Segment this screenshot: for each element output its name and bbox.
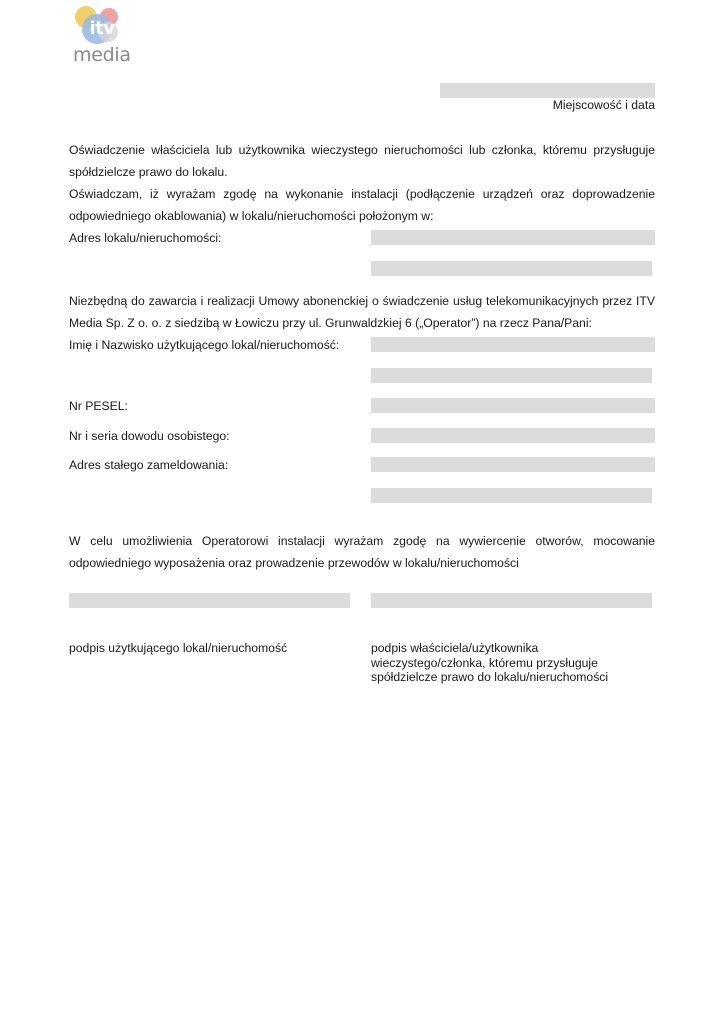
residence-label: Adres stałego zameldowania:: [69, 458, 229, 472]
name-field-2[interactable]: [371, 368, 652, 383]
residence-field-1[interactable]: [371, 457, 655, 472]
name-field-1[interactable]: [371, 337, 655, 352]
residence-field-2[interactable]: [371, 488, 652, 503]
logo-itv-text: itv: [89, 18, 115, 39]
name-label: Imię i Nazwisko użytkującego lokal/nieruchomość:: [69, 338, 340, 352]
logo-media-text: media: [73, 44, 131, 66]
declaration-line-2: spółdzielcze prawo do lokalu.: [69, 165, 228, 179]
id-card-label: Nr i seria dowodu osobistego:: [69, 429, 230, 443]
pesel-field[interactable]: [371, 398, 655, 413]
declaration-line-3: Oświadczam, iż wyrażam zgodę na wykonanie instalacji (podłączenie urządzeń oraz doprowadzenie: [69, 187, 655, 201]
agreement-line-2: Media Sp. Z o. o. z siedzibą w Łowiczu przy ul. Grunwaldzkiej 6 („Operator”) na rzecz Pana/Pani:: [69, 316, 592, 330]
user-signature-field[interactable]: [69, 593, 350, 608]
pesel-label: Nr PESEL:: [69, 399, 128, 413]
user-signature-label: podpis użytkującego lokal/nieruchomość: [69, 641, 288, 655]
address-label: Adres lokalu/nieruchomości:: [69, 231, 222, 245]
owner-signature-label-2: wieczystego/członka, któremu przysługuje: [371, 655, 598, 670]
agreement-line-1: Niezbędną do zawarcia i realizacji Umowy abonenckiej o świadczenie usług telekomunikacyjnych przez ITV: [69, 294, 655, 308]
id-card-field[interactable]: [371, 428, 655, 443]
declaration-line-4: odpowiedniego okablowania) w lokalu/nieruchomości położonym w:: [69, 209, 434, 223]
itv-media-logo: [70, 4, 140, 68]
consent-line-1: W celu umożliwienia Operatorowi instalacji wyrażam zgodę na wywiercenie otworów, mocowanie: [69, 534, 655, 548]
consent-line-2: odpowiedniego wyposażenia oraz prowadzenie przewodów w lokalu/nieruchomości: [69, 556, 519, 570]
owner-signature-label-3: spółdzielcze prawo do lokalu/nieruchomości: [371, 670, 609, 684]
address-field-1[interactable]: [371, 230, 655, 245]
declaration-line-1: Oświadczenie właściciela lub użytkownika wieczystego nieruchomości lub członka, któremu przysługuje: [69, 143, 655, 157]
place-date-label: Miejscowość i data: [552, 98, 655, 112]
owner-signature-label-1: podpis właściciela/użytkownika: [371, 641, 539, 655]
owner-signature-field[interactable]: [371, 593, 652, 608]
address-field-2[interactable]: [371, 261, 652, 276]
